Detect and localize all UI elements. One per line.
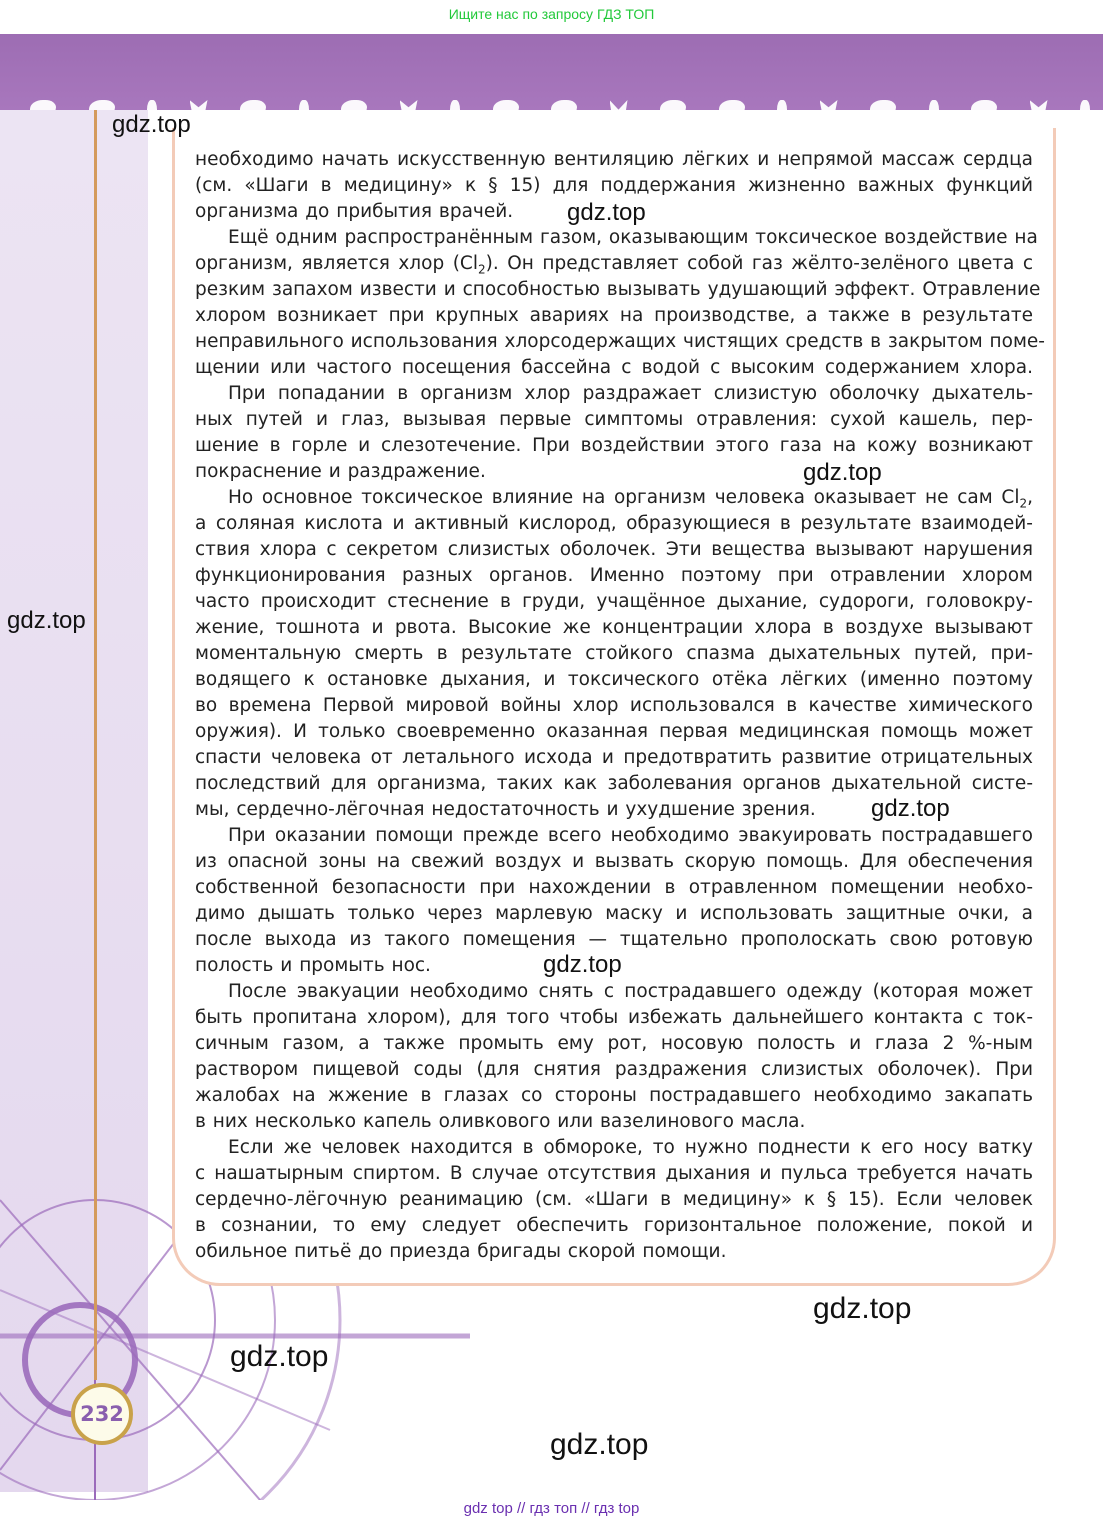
text-line xyxy=(195,901,1033,927)
text-line xyxy=(195,641,1033,667)
text-line-content: быть пропитана хлором), для того чтобы избежать дальнейшего контакта с ток- xyxy=(195,1007,1033,1028)
text-line-content: часто происходит стеснение в груди, учащённое дыхание, судороги, головокру- xyxy=(195,591,1033,612)
text-line-content: моментальную смерть в результате стойкого спазма дыхательных путей, при- xyxy=(195,643,1033,664)
text-line-content: Если же человек находится в обмороке, то нужно поднести к его носу ватку xyxy=(228,1137,1033,1158)
watermark: gdz.top xyxy=(803,459,882,486)
animal-silhouette-icon xyxy=(610,100,628,124)
text-line-content: сичным газом, а также промыть ему рот, носовую полость и глаза 2 %-ным xyxy=(195,1033,1033,1054)
text-line xyxy=(195,927,1033,953)
text-line-content: После эвакуации необходимо снять с пострадавшего одежду (которая может xyxy=(228,981,1033,1002)
text-line xyxy=(195,329,1045,355)
header-banner xyxy=(0,34,1103,110)
text-line-content: димо дышать только через марлевую маску и использовать защитные очки, а xyxy=(195,903,1033,924)
text-line xyxy=(195,693,1033,719)
text-line xyxy=(195,979,1033,1005)
text-line-content: ствия хлора с секретом слизистых оболочек. Эти вещества вызывают нарушения xyxy=(195,539,1033,560)
animal-silhouette-icon xyxy=(341,100,367,118)
text-line-content: организма до прибытия врачей. xyxy=(195,201,514,222)
animal-silhouette-icon xyxy=(719,100,745,118)
text-line-content: организм, является хлор (Cl xyxy=(195,253,478,274)
text-line xyxy=(195,823,1033,849)
text-line xyxy=(195,537,1033,563)
text-line xyxy=(195,511,1033,537)
text-line xyxy=(195,1187,1033,1213)
text-line xyxy=(195,1135,1033,1161)
text-line-content: щении или частого посещения бассейна с водой с высоким содержанием хлора. xyxy=(195,357,1033,378)
watermark: gdz.top xyxy=(112,111,191,138)
animal-silhouette-icon xyxy=(240,100,266,118)
search-hint: Ищите нас по запросу ГДЗ ТОП xyxy=(448,6,655,22)
watermark: gdz.top xyxy=(567,199,646,226)
text-line xyxy=(195,745,1033,771)
text-line-content: хлором возникает при крупных авариях на производстве, а также в результате xyxy=(195,305,1033,326)
watermark: gdz.top xyxy=(7,607,86,634)
text-line xyxy=(195,719,1033,745)
animal-silhouette-icon xyxy=(929,100,939,124)
text-line xyxy=(195,225,1038,251)
text-line-content: покраснение и раздражение. xyxy=(195,461,486,482)
text-line-content: раствором пищевой соды (для снятия раздражения слизистых оболочек). При xyxy=(195,1059,1033,1080)
text-line-content: ных путей и глаз, вызывая первые симптомы отравления: сухой кашель, пер- xyxy=(195,409,1033,430)
text-line xyxy=(195,589,1033,615)
text-line-content: полость и промыть нос. xyxy=(195,955,431,976)
text-line-content: из опасной зоны на свежий воздух и вызвать скорую помощь. Для обеспечения xyxy=(195,851,1033,872)
text-line-content: с нашатырным спиртом. В случае отсутствия дыхания и пульса требуется начать xyxy=(195,1163,1033,1184)
text-line-content: Но основное токсическое влияние на организм человека оказывает не сам Cl xyxy=(228,487,1020,508)
animal-silhouette-icon xyxy=(493,100,519,118)
watermark: gdz.top xyxy=(550,1428,649,1461)
text-line-content: шение в горле и слезотечение. При воздействии этого газа на кожу возникают xyxy=(195,435,1033,456)
text-line xyxy=(195,849,1033,875)
text-line xyxy=(195,407,1033,433)
text-line xyxy=(195,667,1033,693)
text-line-content: спасти человека от летального исхода и предотвратить развитие отрицательных xyxy=(195,747,1033,768)
text-line xyxy=(195,771,1033,797)
animal-silhouette-icon xyxy=(299,100,309,124)
text-line-content: ). Он представляет собой газ жёлто-зелёного цвета с xyxy=(485,253,1033,274)
watermark: gdz.top xyxy=(871,795,950,822)
text-line-content: При оказании помощи прежде всего необходимо эвакуировать пострадавшего xyxy=(228,825,1033,846)
text-line xyxy=(195,381,1033,407)
text-line-content: Ещё одним распространённым газом, оказывающим токсическое воздействие на xyxy=(228,227,1038,248)
animal-silhouette-icon xyxy=(190,100,208,118)
text-line-content: во времена Первой мировой войны хлор использовался в качестве химического xyxy=(195,695,1033,716)
animal-silhouette-icon xyxy=(1030,100,1048,118)
text-line-content: последствий для организма, таких как заболевания органов дыхательной систе- xyxy=(195,773,1033,794)
text-line xyxy=(195,173,1033,199)
text-line-content: , xyxy=(1027,487,1033,508)
text-line-content: в сознании, то ему следует обеспечить горизонтальное положение, покой и xyxy=(195,1215,1033,1236)
animal-silhouette-icon xyxy=(971,100,997,118)
text-line-content: сердечно-лёгочную реанимацию (см. «Шаги в медицину» к § 15). Если человек xyxy=(195,1189,1033,1210)
text-line xyxy=(195,459,1033,485)
text-line xyxy=(195,563,1033,589)
animal-silhouette-icon xyxy=(777,100,787,124)
text-line xyxy=(195,1083,1033,1109)
text-line-content: в них несколько капель оливкового или вазелинового масла. xyxy=(195,1111,806,1132)
text-line-content: резким запахом извести и способностью вызывать удушающий эффект. Отравление xyxy=(195,279,1041,300)
text-line-content: неправильного использования хлорсодержащих чистящих средств в закрытом поме- xyxy=(195,331,1045,352)
animal-silhouette-icon xyxy=(660,100,686,118)
text-line xyxy=(195,433,1033,459)
text-line xyxy=(195,875,1033,901)
text-line xyxy=(195,147,1033,173)
text-line-content: функционирования разных органов. Именно поэтому при отравлении хлором xyxy=(195,565,1033,586)
text-line xyxy=(195,1109,1033,1135)
text-line xyxy=(195,303,1033,329)
subscript: 2 xyxy=(477,262,486,277)
text-line-content: после выхода из такого помещения — тщательно прополоскать свою ротовую xyxy=(195,929,1033,950)
animal-silhouette-icon xyxy=(1080,100,1090,124)
animal-silhouette-icon xyxy=(400,100,418,118)
text-line xyxy=(195,1057,1033,1083)
text-line xyxy=(195,1213,1033,1239)
text-line-content: жение, тошнота и рвота. Высокие же концентрации хлора в воздухе вызывают xyxy=(195,617,1033,638)
text-line-content: обильное питьё до приезда бригады скорой помощи. xyxy=(195,1241,727,1262)
margin-rule xyxy=(94,110,97,1380)
watermark: gdz.top xyxy=(230,1340,329,1373)
text-line xyxy=(195,1005,1033,1031)
text-line xyxy=(195,1239,1033,1265)
text-line-content: При попадании в организм хлор раздражает слизистую оболочку дыхатель- xyxy=(228,383,1033,404)
page-number: 232 xyxy=(71,1383,133,1445)
text-line xyxy=(195,251,1033,277)
watermark: gdz.top xyxy=(813,1292,912,1325)
text-line-content: водящего к остановке дыхания, и токсического отёка лёгких (именно поэтому xyxy=(195,669,1033,690)
text-line-content: (см. «Шаги в медицину» к § 15) для поддержания жизненно важных функций xyxy=(195,175,1033,196)
body-text xyxy=(195,147,1045,1265)
footer-links: gdz top // гдз топ // гдз top xyxy=(463,1500,640,1517)
text-line-content: необходимо начать искусственную вентиляцию лёгких и непрямой массаж сердца xyxy=(195,149,1033,170)
animal-silhouette-icon xyxy=(551,100,577,118)
text-line-content: собственной безопасности при нахождении в отравленном помещении необхо- xyxy=(195,877,1033,898)
text-line xyxy=(195,1031,1033,1057)
text-line xyxy=(195,277,1041,303)
text-line xyxy=(195,355,1033,381)
text-line-content: мы, сердечно-лёгочная недостаточность и ухудшение зрения. xyxy=(195,799,816,820)
animal-silhouette-icon xyxy=(820,100,838,118)
watermark: gdz.top xyxy=(543,951,622,978)
animal-silhouette-icon xyxy=(450,100,460,124)
text-line xyxy=(195,1161,1033,1187)
text-line-content: жалобах на жжение в глазах со стороны пострадавшего необходимо закапать xyxy=(195,1085,1033,1106)
animal-silhouette-icon xyxy=(870,100,896,118)
text-line xyxy=(195,615,1033,641)
text-line xyxy=(195,485,1033,511)
subscript: 2 xyxy=(1019,496,1028,511)
text-line-content: а соляная кислота и активный кислород, образующиеся в результате взаимодей- xyxy=(195,513,1033,534)
text-line-content: оружия). И только своевременно оказанная первая медицинская помощь может xyxy=(195,721,1033,742)
